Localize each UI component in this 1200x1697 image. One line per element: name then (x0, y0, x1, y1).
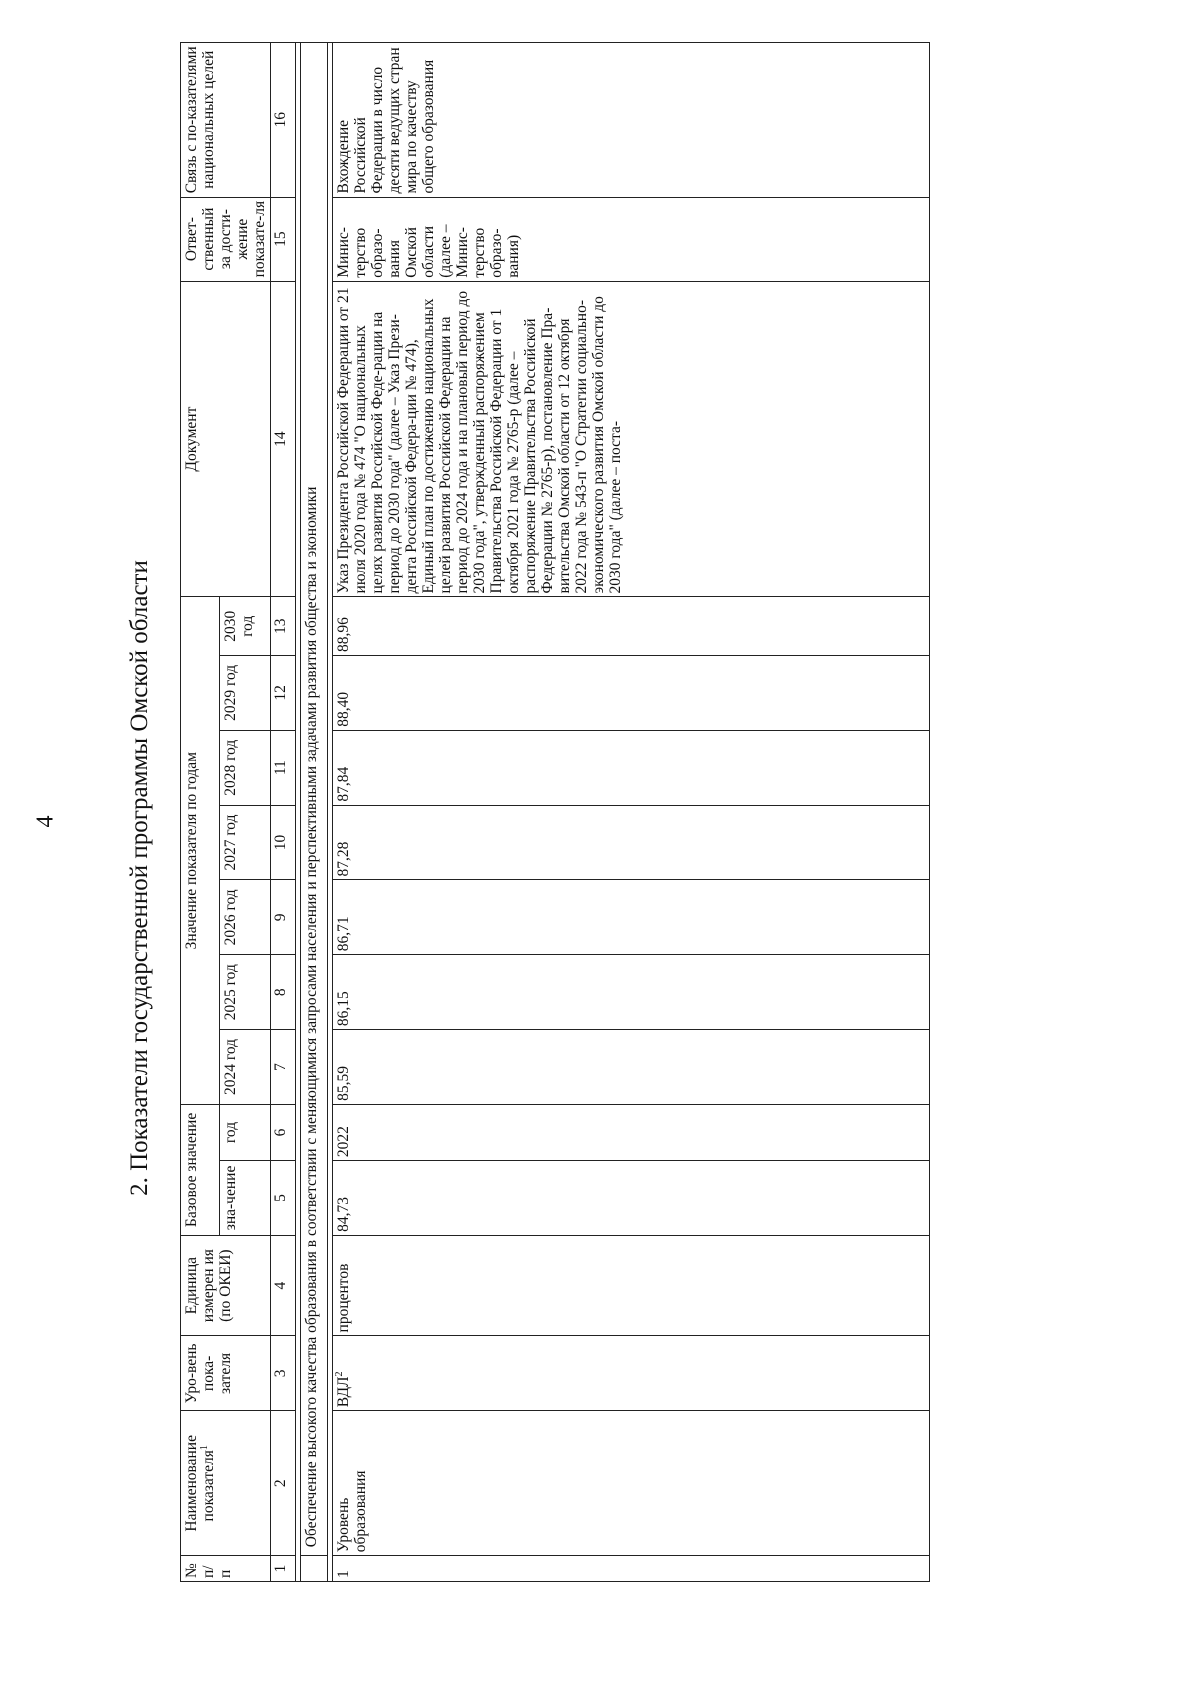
section-title: Обеспечение высокого качества образования в соответствии с меняющимися запросами населения и перспективными задачами развития общества и экономики (301, 43, 328, 1556)
header-name-footnote: 1 (198, 1445, 210, 1451)
header-unit: Единица измерен ия (по ОКЕИ) (181, 1235, 271, 1336)
row-value-2029: 88,40 (333, 655, 930, 730)
row-level (333, 1336, 930, 1411)
header-year-2030: 2030 год (220, 597, 271, 655)
header-document: Документ (181, 281, 271, 597)
row-value-2024: 85,59 (333, 1030, 930, 1105)
row-value-2028: 87,84 (333, 730, 930, 805)
header-year-2026: 2026 год (220, 880, 271, 955)
page-number: 4 (32, 815, 59, 828)
colnum-8: 8 (271, 955, 296, 1030)
colnum-11: 11 (271, 730, 296, 805)
header-name-text: Наименование показателя (183, 1435, 217, 1532)
colnum-14: 14 (271, 281, 296, 597)
row-level-footnote: 2 (333, 1371, 345, 1377)
header-num: № п/п (181, 1556, 271, 1582)
row-level-text: ВДЛ (335, 1376, 352, 1408)
colnum-13: 13 (271, 597, 296, 655)
header-year-2028: 2028 год (220, 730, 271, 805)
colnum-16: 16 (271, 43, 296, 198)
header-level: Уро-вень пока-зателя (181, 1336, 271, 1411)
row-responsible: Минис-терство образо-вания Омской области (далее – Минис-терство образо-вания) (333, 197, 930, 281)
row-base-year: 2022 (333, 1104, 930, 1160)
header-years-group: Значение показателя по годам (181, 597, 220, 1104)
header-base-value: зна-чение (220, 1161, 271, 1236)
colnum-6: 6 (271, 1104, 296, 1160)
header-year-2025: 2025 год (220, 955, 271, 1030)
colnum-3: 3 (271, 1336, 296, 1411)
header-base: Базовое значение (181, 1104, 220, 1235)
colnum-2: 2 (271, 1411, 296, 1556)
colnum-4: 4 (271, 1235, 296, 1336)
colnum-7: 7 (271, 1030, 296, 1105)
row-value-2030: 88,96 (333, 597, 930, 655)
header-link: Связь с по-казателями национальных целей (181, 43, 271, 198)
page-title: 2. Показатели государственной программы Омской области (126, 560, 153, 1196)
header-responsible: Ответ-ственный за дости-жение показате-ля (181, 197, 271, 281)
row-value-2025: 86,15 (333, 955, 930, 1030)
section-num-cell (301, 1556, 328, 1582)
row-value-2026: 86,71 (333, 880, 930, 955)
row-document: Указ Президента Российской Федерации от 21 июля 2020 года № 474 "О национальных целях развития Российской Феде-рации на период до 2030 года" (далее – Указ Прези-дента Российской Федера-ции № 474), Единый план по достижению национальных целей развития Российской Федерации на период до 2024 года и на плановый период до 2030 года", утвержденный распоряжением Правительства Российской Федерации от 1 октября 2021 года № 2765-р (далее – распоряжение Правительства Российской Федерации № 2765-р), постановление Пра-вительства Омской области от 12 октября 2022 года № 543-п "О Стратегии социально-экономического развития Омской области до 2030 года" (далее – поста- (333, 281, 930, 597)
header-year-2024: 2024 год (220, 1030, 271, 1105)
header-year-2029: 2029 год (220, 655, 271, 730)
indicators-table (180, 42, 930, 1582)
colnum-9: 9 (271, 880, 296, 955)
row-link: Вхождение Российской Федерации в число десяти ведущих стран мира по качеству общего образования (333, 43, 930, 198)
colnum-1: 1 (271, 1556, 296, 1582)
row-value-2027: 87,28 (333, 805, 930, 880)
header-name (181, 1411, 271, 1556)
colnum-12: 12 (271, 655, 296, 730)
row-base-value: 84,73 (333, 1161, 930, 1236)
colnum-10: 10 (271, 805, 296, 880)
header-year-2027: 2027 год (220, 805, 271, 880)
row-num: 1 (333, 1556, 930, 1582)
colnum-5: 5 (271, 1161, 296, 1236)
colnum-15: 15 (271, 197, 296, 281)
row-name: Уровень образования (333, 1411, 930, 1556)
table-row (333, 43, 930, 1582)
indicators-table-container (180, 42, 1060, 1582)
row-unit: процентов (333, 1235, 930, 1336)
header-base-year: год (220, 1104, 271, 1160)
